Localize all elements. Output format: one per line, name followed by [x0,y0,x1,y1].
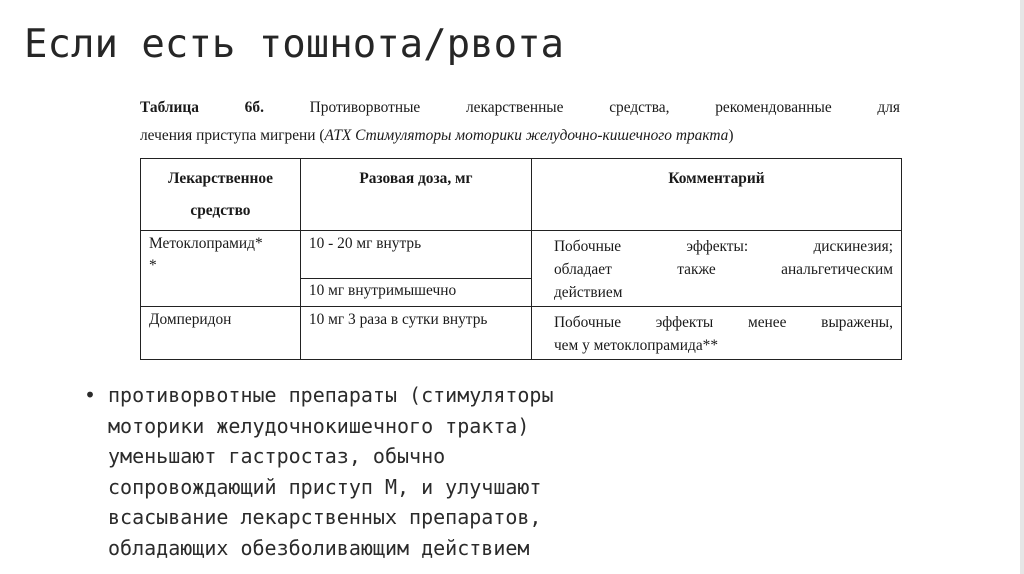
bullet-text [108,380,718,563]
table-row [141,231,902,279]
comment-line1: Побочные эффекты менее выражены, [553,314,893,331]
bullet-line: уменьшают гастростаз, обычно [108,444,446,468]
cell-drug-domperidone: Домперидон [141,307,301,360]
cell-dose-im: 10 мг внутримышечно [300,278,531,306]
page-title: Если есть тошнота/рвота [24,22,565,67]
caption-label: Таблица 6б. [140,99,264,116]
drug-name-line2: * [149,257,157,274]
bullet-line: сопровождающий приступ М, и улучшают [108,474,542,499]
comment-line2: обладает также анальгетическим [553,261,893,278]
cell-comment-metoclopramide [531,231,901,307]
header-drug [141,159,301,231]
header-drug-line2: средство [190,202,251,219]
header-comment: Комментарий [531,159,901,231]
cell-dose-oral: 10 - 20 мг внутрь [300,231,531,279]
comment-line2: чем у метоклопрамида** [553,337,719,354]
bullet-line: всасывание лекарственных препаратов, [108,505,542,529]
caption-atx: АТХ Стимуляторы моторики желудочно-кишечного тракта [324,127,729,144]
bullet-line: обладающих обезболивающим действием [108,535,530,560]
bullet-line: моторики желудочнокишечного тракта) [108,413,530,438]
bullet-line: противорвотные препараты (стимуляторы [108,383,554,407]
drug-name-line1: Метоклопрамид* [149,235,263,252]
drug-table [140,158,902,360]
header-dose: Разовая доза, мг [300,159,531,231]
cell-drug-metoclopramide [141,231,301,307]
cell-dose-domperidone: 10 мг 3 раза в сутки внутрь [300,307,531,360]
bullet-marker: • [84,383,97,407]
comment-line1: Побочные эффекты: дискинезия; [553,238,893,255]
caption-text-start: лечения приступа мигрени ( [140,127,325,144]
comment-line3: действием [553,284,623,301]
header-drug-line1: Лекарственное [168,170,273,187]
table-caption [140,94,900,150]
cell-comment-domperidone [531,307,901,360]
caption-text-end: ) [728,127,734,144]
caption-text: Противорвотные лекарственные средства, рекомендованные для [309,99,901,116]
slide-edge-divider [1020,0,1024,574]
caption-line-2 [140,122,900,150]
caption-line-1 [140,94,900,122]
table-row [141,307,902,360]
table-header-row [141,159,902,231]
